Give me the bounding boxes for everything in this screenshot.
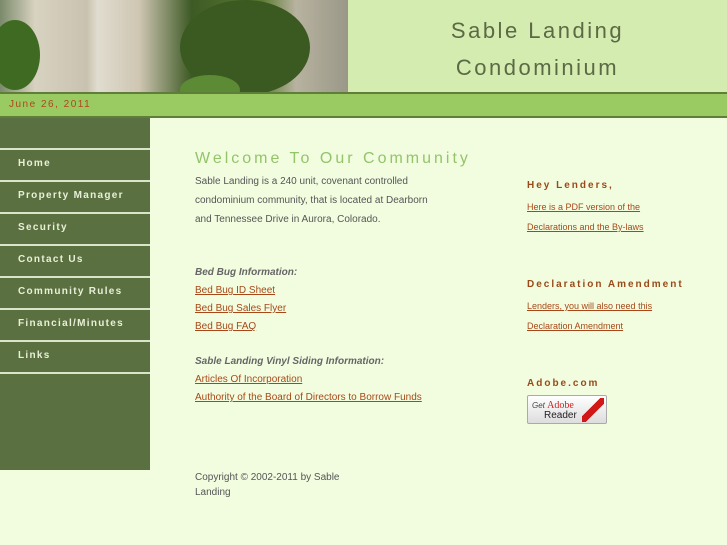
adobe-reader-text: Reader — [544, 410, 577, 421]
site-title-line1: Sable Landing — [450, 18, 625, 43]
bylaws-link-2[interactable]: Declarations and the By-laws — [527, 222, 644, 232]
nav-security[interactable]: Security — [0, 212, 150, 244]
page-title: Welcome To Our Community — [195, 150, 471, 167]
bedbug-label: Bed Bug Information: — [195, 267, 298, 278]
adobe-heading: Adobe.com — [527, 378, 600, 389]
borrow-funds-link[interactable]: Authority of the Board of Directors to Borrow Funds — [195, 392, 422, 403]
articles-link[interactable]: Articles Of Incorporation — [195, 374, 303, 385]
adobe-get-text: Get — [532, 401, 545, 410]
header-photo — [0, 0, 348, 92]
adobe-logo-icon — [582, 398, 604, 422]
amendment-heading: Declaration Amendment — [527, 279, 684, 290]
amendment-link-2[interactable]: Declaration Amendment — [527, 321, 624, 331]
site-title-line2: Condominium — [455, 55, 620, 80]
right-column — [527, 180, 684, 424]
nav-divider — [0, 372, 150, 374]
bylaws-link[interactable]: Here is a PDF version of the — [527, 202, 641, 212]
copyright: Copyright © 2002-2011 by Sable Landing — [195, 472, 340, 498]
nav-financial-minutes[interactable]: Financial/Minutes — [0, 308, 150, 340]
adobe-brand: Adobe — [547, 400, 574, 411]
nav-property-manager[interactable]: Property Manager — [0, 180, 150, 212]
main-content — [195, 150, 471, 407]
sidebar-nav — [0, 118, 150, 470]
site-title — [348, 0, 727, 92]
siding-label: Sable Landing Vinyl Siding Information: — [195, 356, 385, 367]
bedbug-faq-link[interactable]: Bed Bug FAQ — [195, 321, 257, 332]
nav-community-rules[interactable]: Community Rules — [0, 276, 150, 308]
nav-links[interactable]: Links — [0, 340, 150, 372]
bedbug-sales-flyer-link[interactable]: Bed Bug Sales Flyer — [195, 303, 287, 314]
date-bar — [0, 92, 727, 118]
get-adobe-reader-button[interactable] — [527, 395, 607, 424]
nav-contact-us[interactable]: Contact Us — [0, 244, 150, 276]
lenders-heading: Hey Lenders, — [527, 180, 614, 191]
intro-text: Sable Landing is a 240 unit, covenant controlled condominium community, that is located at Dearborn and Tennessee Drive in Aurora, Colorado. — [195, 176, 428, 225]
nav-home[interactable]: Home — [0, 148, 150, 180]
current-date: June 26, 2011 — [9, 99, 92, 110]
bedbug-id-sheet-link[interactable]: Bed Bug ID Sheet — [195, 285, 276, 296]
tree — [0, 20, 40, 90]
amendment-link[interactable]: Lenders, you will also need this — [527, 301, 653, 311]
